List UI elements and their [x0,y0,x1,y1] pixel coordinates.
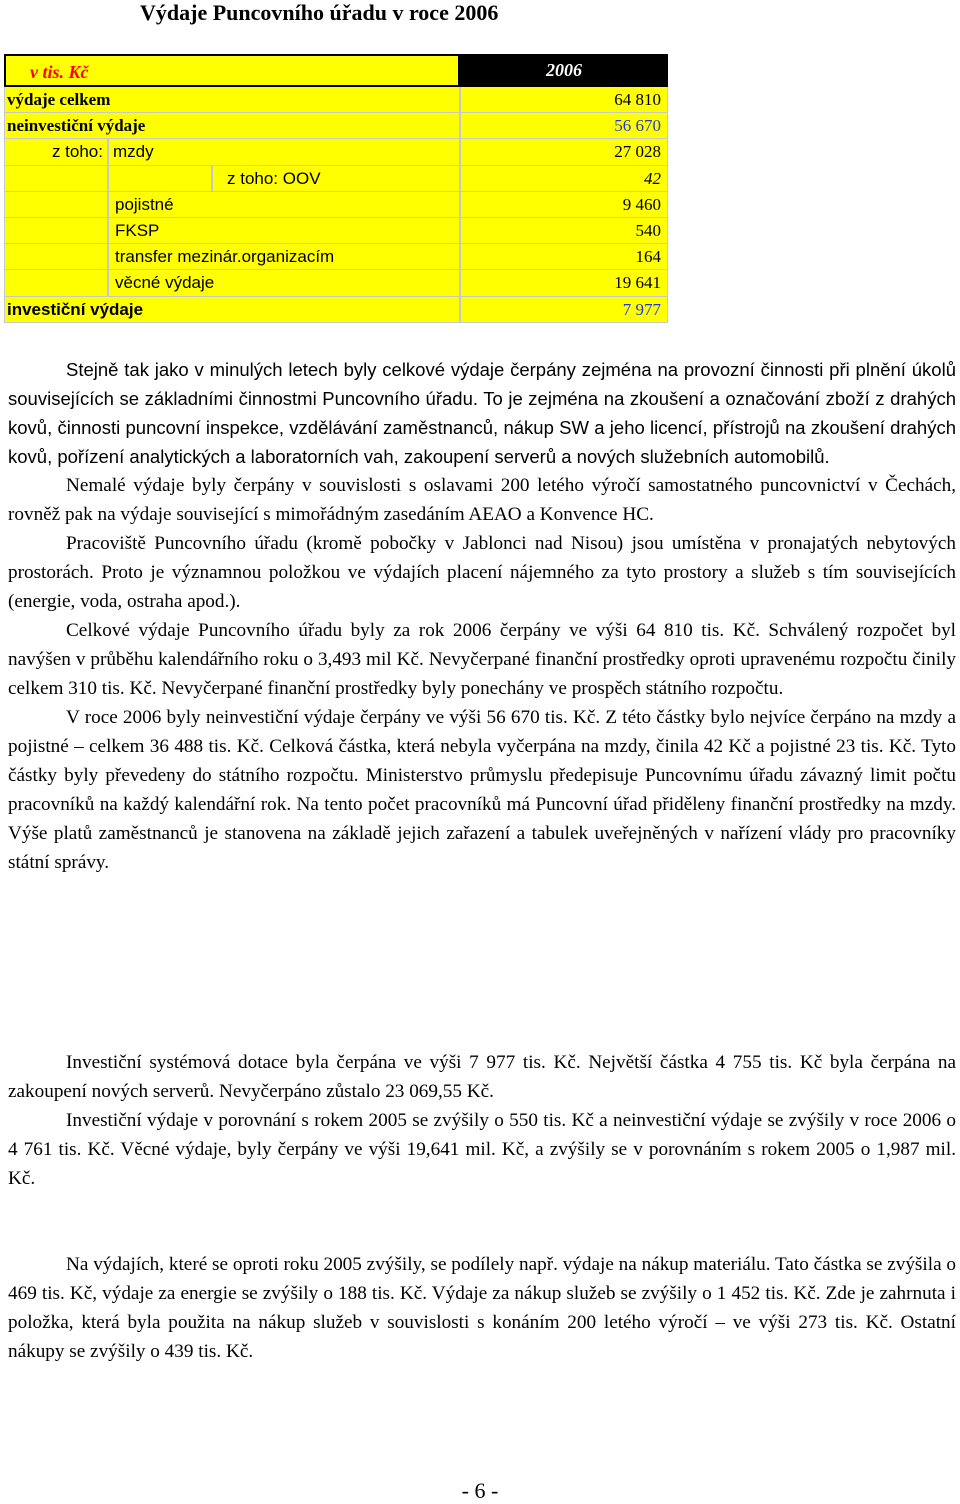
page-title: Výdaje Puncovního úřadu v roce 2006 [140,0,499,25]
row-value: 42 [460,166,668,192]
table-row [4,192,668,218]
table-row [4,113,668,139]
row-spacer [4,192,108,218]
row-spacer [4,244,108,270]
paragraph: Pracoviště Puncovního úřadu (kromě pobočky v Jablonci nad Nisou) jsou umístěna v pronajatých nebytových prostorách. Proto je významnou položkou ve výdajích placení nájemného za tyto prostory a služeb s tím souvisejících (energie, voda, ostraha apod.). [8,533,956,612]
row-prefix: z toho: [4,139,108,165]
paragraph: Nemalé výdaje byly čerpány v souvislosti s oslavami 200 letého výročí samostatného puncovnictví v Čechách, rovněž pak na výdaje související s mimořádným zasedáním AEAO a Konvence HC. [8,475,956,525]
row-spacer [4,270,108,296]
table-row [4,139,668,165]
row-value: 64 810 [460,87,668,113]
row-label-text: OOV [282,168,321,188]
row-spacer [4,166,108,192]
body-section-1 [8,355,956,877]
table-row [4,87,668,113]
body-section-3 [8,1250,956,1366]
row-label: FKSP [108,218,460,244]
row-label: transfer mezinár.organizacím [108,244,460,270]
table-header [4,54,668,87]
paragraph: Stejně tak jako v minulých letech byly celkové výdaje čerpány zejména na provozní činnosti při plnění úkolů souvisejících se základními činnostmi Puncovního úřadu. To je zejména na zkoušení a označování zboží z drahých kovů, činnosti puncovní inspekce, vzdělávání zaměstnanců, nákup SW a jeho licencí, přístrojů na zkoušení drahých kovů, pořízení analytických a laboratorních vah, zakoupení serverů a nových služebních automobilů. [8,359,956,467]
table-row [4,270,668,296]
row-label: výdaje celkem [4,87,460,113]
unit-label: v tis. Kč [4,54,460,87]
row-label: mzdy [108,139,460,165]
table-row [4,166,668,192]
year-header: 2006 [460,54,668,87]
row-value: 9 460 [460,192,668,218]
table-row [4,244,668,270]
row-value: 164 [460,244,668,270]
paragraph: Investiční systémová dotace byla čerpána ve výši 7 977 tis. Kč. Největší částka 4 755 tis. Kč byla čerpána na zakoupení nových serverů. Nevyčerpáno zůstalo 23 069,55 Kč. [8,1052,956,1102]
row-spacer [4,218,108,244]
row-value: 27 028 [460,139,668,165]
row-label [212,166,460,192]
row-prefix: z toho: [227,168,279,188]
body-section-2 [8,1048,956,1193]
row-label: pojistné [108,192,460,218]
paragraph: Celkové výdaje Puncovního úřadu byly za rok 2006 čerpány ve výši 64 810 tis. Kč. Schválený rozpočet byl navýšen v průběhu kalendářního roku o 3,493 mil Kč. Nevyčerpané finanční prostředky oproti upravenému rozpočtu činily celkem 310 tis. Kč. Nevyčerpané finanční prostředky byly ponechány ve prospěch státního rozpočtu. [8,620,956,699]
row-spacer [108,166,212,192]
row-label: věcné výdaje [108,270,460,296]
table-row [4,297,668,323]
paragraph: Na výdajích, které se oproti roku 2005 zvýšily, se podílely např. výdaje na nákup materiálu. Tato částka se zvýšila o 469 tis. Kč, výdaje za energie se zvýšily o 188 tis. Kč. Výdaje za nákup služeb se zvýšily o 1 452 tis. Kč. Zde je zahrnuta i položka, která byla použita na nákup služeb v souvislosti s konáním 200 letého výročí – ve výši 273 tis. Kč. Ostatní nákupy se zvýšily o 439 tis. Kč. [8,1254,956,1362]
paragraph: Investiční výdaje v porovnání s rokem 2005 se zvýšily o 550 tis. Kč a neinvestiční výdaje se zvýšily v roce 2006 o 4 761 tis. Kč. Věcné výdaje, byly čerpány ve výši 19,641 mil. Kč, a zvýšily se v porovnáním s rokem 2005 o 1,987 mil. Kč. [8,1110,956,1189]
row-value: 7 977 [460,297,668,323]
row-value: 56 670 [460,113,668,139]
table-row [4,218,668,244]
paragraph: V roce 2006 byly neinvestiční výdaje čerpány ve výši 56 670 tis. Kč. Z této částky bylo nejvíce čerpáno na mzdy a pojistné – celkem 36 488 tis. Kč. Celková částka, která nebyla vyčerpána na mzdy, činila 42 Kč a pojistné 23 tis. Kč. Tyto částky byly převedeny do státního rozpočtu. Ministerstvo průmyslu předepisuje Puncovnímu úřadu závazný limit počtu pracovníků na každý kalendářní rok. Na tento počet pracovníků má Puncovní úřad přiděleny finanční prostředky na mzdy. Výše platů zaměstnanců je stanovena na základě jejich zařazení a tabulek uveřejněných v nařízení vlády pro pracovníky státní správy. [8,707,956,873]
page-number: - 6 - [461,1478,499,1503]
row-value: 540 [460,218,668,244]
row-label: neinvestiční výdaje [4,113,460,139]
expenditure-table [4,54,668,323]
row-label: investiční výdaje [4,297,460,323]
row-value: 19 641 [460,270,668,296]
